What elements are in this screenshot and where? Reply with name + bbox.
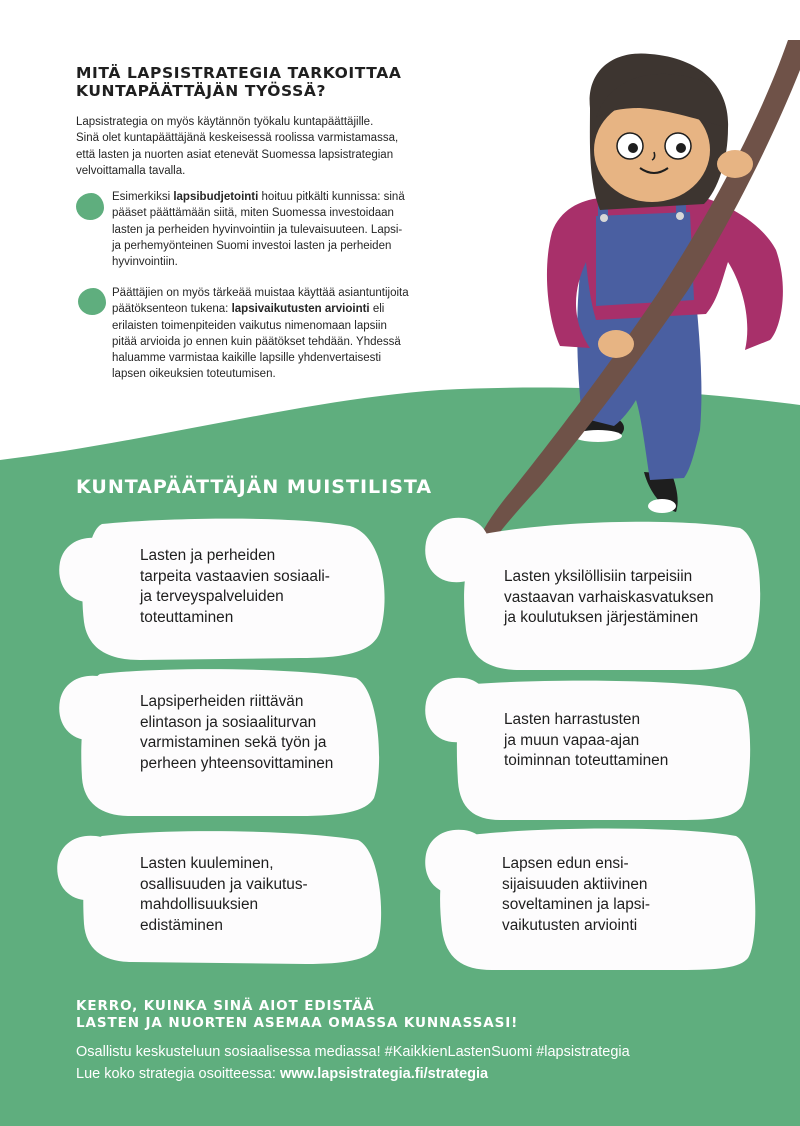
checklist-item-text: vaikutusten arviointi: [502, 916, 638, 934]
checklist-item-text: toiminnan toteuttaminen: [504, 752, 669, 769]
intro-line-3: että lasten ja nuorten asiat etenevät Suomessa lapsistrategian: [76, 148, 394, 161]
checklist-item-text: Lasten harrastusten: [504, 711, 641, 728]
card-circle-2: [425, 518, 490, 583]
card-circle-6: [425, 830, 490, 895]
checklist-heading: KUNTAPÄÄTTÄJÄN MUISTILISTA: [76, 476, 433, 498]
card-circle-1: [59, 538, 124, 603]
bullet-1-text: lasten ja perheiden hyvinvointiin ja tulevaisuuteen. Lapsi-: [112, 223, 403, 236]
card-circle-5: [57, 836, 122, 901]
checklist-item-text: vastaavan varhaiskasvatuksen: [504, 588, 714, 606]
checklist-item-text: varmistaminen sekä työn ja: [140, 734, 327, 751]
social-media-line: Osallistu keskusteluun sosiaalisessa mediassa! #KaikkienLastenSuomi #lapsistrategia: [76, 1044, 630, 1060]
strategy-url-link[interactable]: www.lapsistrategia.fi/strategia: [279, 1066, 489, 1082]
bullet-2-text: eli: [369, 303, 385, 316]
cta-heading-line2: LASTEN JA NUORTEN ASEMAA OMASSA KUNNASSASI!: [76, 1015, 519, 1031]
page-title-line1: MITÄ LAPSISTRATEGIA TARKOITTAA: [76, 64, 402, 82]
bullet-1-keyword: lapsibudjetointi: [173, 191, 259, 203]
checklist-item-5: [140, 854, 308, 936]
checklist-item-text: Lapsen edun ensi-: [502, 855, 629, 872]
checklist-item-text: Lasten yksilöllisiin tarpeisiin: [504, 568, 693, 585]
card-circle-3: [59, 676, 124, 741]
strategy-link-prefix: Lue koko strategia osoitteessa:: [76, 1066, 280, 1082]
bullet-2-text: lapsen oikeuksien toteutumisen.: [112, 368, 276, 381]
bullet-1-text: ja perhemyönteinen Suomi investoi lasten ja perheiden: [112, 239, 392, 252]
page-title-line2: KUNTAPÄÄTTÄJÄN TYÖSSÄ?: [76, 82, 327, 100]
bullet-1-text: hyvinvointiin.: [112, 256, 178, 269]
checklist-item-3: [140, 692, 333, 774]
checklist-item-text: ja muun vapaa-ajan: [504, 731, 640, 749]
checklist-item-text: soveltaminen ja lapsi-: [502, 896, 650, 913]
intro-paragraph: [76, 114, 476, 179]
checklist-item-6: [502, 854, 650, 936]
intro-line-4: velvoittamalla tavalla.: [76, 164, 186, 177]
checklist-item-text: osallisuuden ja vaikutus-: [140, 875, 308, 893]
checklist-item-4: [504, 710, 668, 772]
intro-line-1: Lapsistrategia on myös käytännön työkalu kuntapäättäjille.: [76, 116, 374, 128]
strategy-link-line: [76, 1064, 488, 1084]
bullet-dot-icon: [76, 193, 104, 220]
bullet-2-text: erilaisten toimenpiteiden vaikutus nimenomaan lapsiin: [112, 319, 387, 332]
bullet-2-keyword: lapsivaikutusten arviointi: [231, 303, 370, 316]
checklist-item-text: elintason ja sosiaaliturvan: [140, 713, 317, 731]
bullet-lapsibudjetointi: [112, 189, 477, 270]
cta-heading-line1: KERRO, KUINKA SINÄ AIOT EDISTÄÄ: [76, 998, 375, 1014]
checklist-item-text: mahdollisuuksien: [140, 896, 259, 913]
checklist-item-text: edistäminen: [140, 916, 223, 934]
checklist-item-text: perheen yhteensovittaminen: [140, 754, 334, 772]
checklist-item-1: [140, 546, 330, 628]
bullet-dot-icon: [78, 288, 106, 315]
bullet-2-text: pitää arvioida jo ennen kuin päätökset tehdään. Yhdessä: [112, 335, 401, 348]
intro-line-2: Sinä olet kuntapäättäjänä keskeisessä roolissa varmistamassa,: [76, 132, 399, 145]
bullet-2-text: haluamme varmistaa kaikille lapsille yhdenvertaisesti: [112, 352, 382, 365]
bullet-2-text: päätöksenteon tukena:: [112, 303, 232, 316]
checklist-item-text: ja koulutuksen järjestäminen: [504, 609, 699, 626]
checklist-item-text: tarpeita vastaavien sosiaali-: [140, 567, 330, 585]
page-title: [76, 64, 496, 100]
bullet-lapsivaikutusten-arviointi: [112, 285, 477, 383]
checklist-item-2: [504, 567, 714, 629]
cta-heading: [76, 998, 518, 1032]
bullet-2-text: Päättäjien on myös tärkeää muistaa käyttää asiantuntijoita: [112, 287, 409, 299]
girl-hand-upper: [717, 150, 753, 178]
checklist-item-text: Lasten ja perheiden: [140, 547, 276, 564]
bullet-1-text: pääset päättämään siitä, miten Suomessa investoidaan: [112, 207, 394, 220]
bullet-1-text: hoituu pitkälti kunnissa: sinä: [258, 191, 405, 203]
checklist-item-text: Lapsiperheiden riittävän: [140, 693, 304, 710]
girl-hand-lower: [598, 330, 634, 358]
checklist-item-text: sijaisuuden aktiivinen: [502, 875, 648, 893]
checklist-item-text: ja terveyspalveluiden: [140, 588, 284, 605]
checklist-item-text: toteuttaminen: [140, 608, 234, 626]
checklist-item-text: Lasten kuuleminen,: [140, 855, 274, 872]
bullet-1-text: Esimerkiksi: [112, 191, 174, 203]
card-circle-4: [425, 678, 490, 743]
